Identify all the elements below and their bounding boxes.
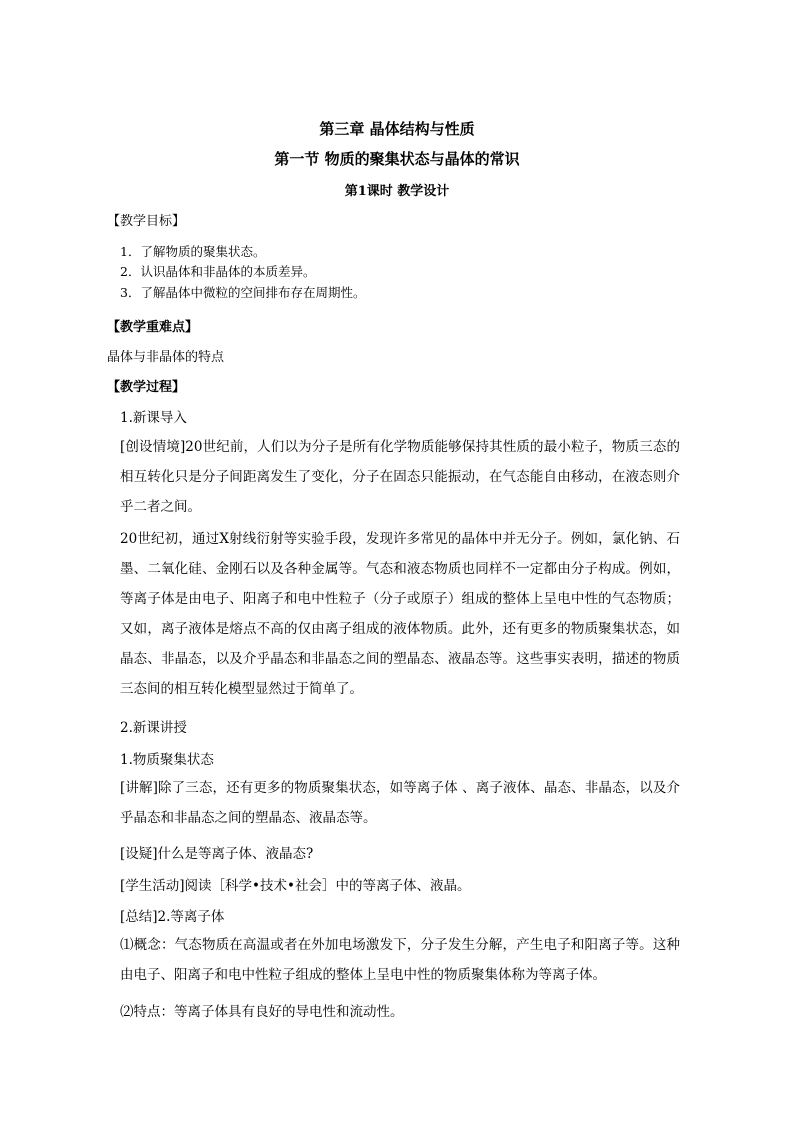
key-points-text: 晶体与非晶体的特点 — [107, 350, 225, 365]
explain-paragraph: [讲解]除了三态，还有更多的物质聚集状态，如等离子体 、离子液体、晶态、非晶态，以及介乎晶态和非晶态之间的塑晶态、液晶态等。 — [120, 780, 680, 826]
goals-heading: 【教学目标】 — [107, 214, 186, 229]
section-title: 第一节 物质的聚集状态与晶体的常识 — [274, 150, 520, 168]
chapter-title: 第三章 晶体结构与性质 — [319, 120, 475, 138]
summary-line: [总结]2.等离子体 — [120, 909, 225, 925]
new-lesson-heading: 2.新课讲授 — [120, 720, 187, 736]
goal-item: 2．认识晶体和非晶体的本质差异。 — [120, 264, 316, 279]
activity-line: [学生活动]阅读［科学•技术•社会］中的等离子体、液晶。 — [120, 878, 471, 894]
process-heading: 【教学过程】 — [107, 380, 186, 395]
goal-item: 3．了解晶体中微粒的空间排布存在周期性。 — [120, 285, 366, 300]
intro-heading: 1.新课导入 — [120, 410, 187, 426]
intro-paragraph-1: [创设情境]20世纪前，人们以为分子是所有化学物质能够保持其性质的最小粒子，物质三态的相互转化只是分子间距离发生了变化，分子在固态只能振动，在气态能自由移动，在液态则介乎二者之间。 — [120, 439, 680, 515]
lesson-title: 第1课时 教学设计 — [344, 184, 450, 199]
concept-paragraph: ⑴概念：气态物质在高温或者在外加电场激发下，分子发生分解，产生电子和阳离子等。这种由电子、阳离子和电中性粒子组成的整体上呈电中性的物质聚集体称为等离子体。 — [120, 937, 680, 983]
subsection-heading: 1.物质聚集状态 — [120, 752, 214, 768]
feature-line: ⑵特点：等离子体具有良好的导电性和流动性。 — [120, 1004, 404, 1020]
goal-item: 1．了解物质的聚集状态。 — [120, 244, 266, 259]
question-line: [设疑]什么是等离子体、液晶态? — [120, 846, 314, 862]
intro-paragraph-2: 20世纪初，通过X射线衍射等实验手段，发现许多常见的晶体中并无分子。例如，氯化钠、石墨、二氧化硅、金刚石以及各种金属等。气态和液态物质也同样不一定都由分子构成。例如，等离子体是由电子、阳离子和电中性粒子（分子或原子）组成的整体上呈电中性的气态物质；又如，离子液体是熔点不高的仅由离子组成的液体物质。此外，还有更多的物质聚集状态，如晶态、非晶态，以及介乎晶态和非晶态之间的塑晶态、液晶态等。这些事实表明，描述的物质三态间的相互转化模型显然过于简单了。 — [120, 531, 680, 697]
key-points-heading: 【教学重难点】 — [107, 320, 199, 335]
